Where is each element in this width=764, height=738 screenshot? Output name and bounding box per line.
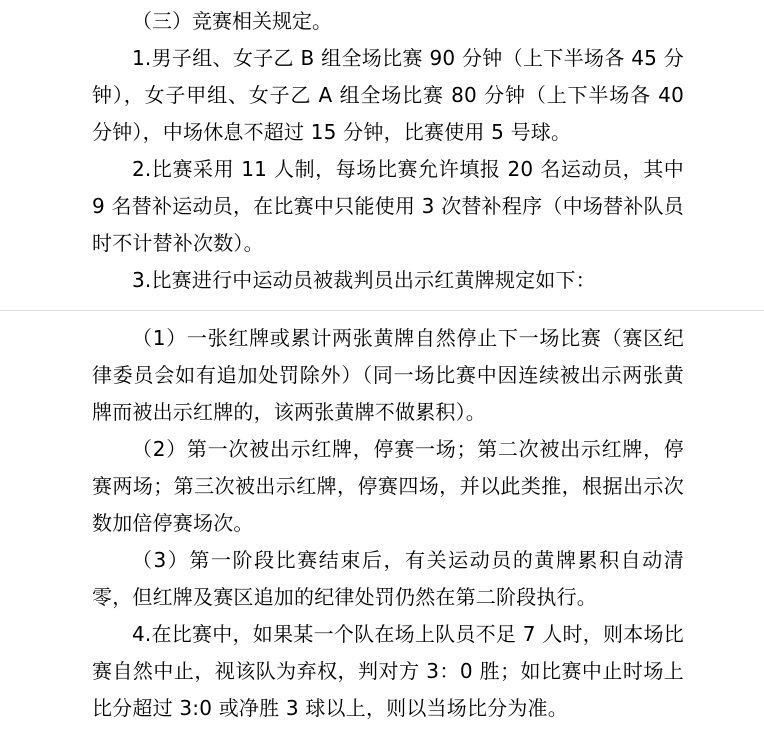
section-heading: （三）竞赛相关规定。: [132, 9, 332, 33]
rule-3-cards-intro: 3.比赛进行中运动员被裁判员出示红黄牌规定如下：: [132, 268, 596, 292]
rule-3-1-red-yellow-suspension: （1）一张红牌或累计两张黄牌自然停止下一场比赛（赛区纪律委员会如有追加处罚除外）（同一场比赛中因连续被出示两张黄牌而被出示红牌的，该两张黄牌不做累积）。: [92, 326, 684, 424]
page-divider: [0, 310, 764, 311]
rule-3-3-stage-reset: （3）第一阶段比赛结束后，有关运动员的黄牌累积自动清零，但红牌及赛区追加的纪律处罚仍然在第二阶段执行。: [92, 548, 684, 609]
rule-2-substitutions: 2.比赛采用 11 人制，每场比赛允许填报 20 名运动员，其中 9 名替补运动员，在比赛中只能使用 3 次替补程序（中场替补队员时不计替补次数）。: [92, 157, 684, 255]
rule-1-match-duration: 1.男子组、女子乙 B 组全场比赛 90 分钟（上下半场各 45 分钟），女子甲组、女子乙 A 组全场比赛 80 分钟（上下半场各 40 分钟），中场休息不超过 15 分钟，比赛使用 5 号球。: [92, 46, 684, 144]
rule-3-2-red-card-escalation: （2）第一次被出示红牌，停赛一场；第二次被出示红牌，停赛两场；第三次被出示红牌，停赛四场，并以此类推，根据出示次数加倍停赛场次。: [92, 437, 684, 535]
rule-4-forfeit: 4.在比赛中，如果某一个队在场上队员不足 7 人时，则本场比赛自然中止，视该队为弃权，判对方 3：0 胜；如比赛中止时场上比分超过 3:0 或净胜 3 球以上，则以当场比分为准。: [92, 622, 684, 720]
